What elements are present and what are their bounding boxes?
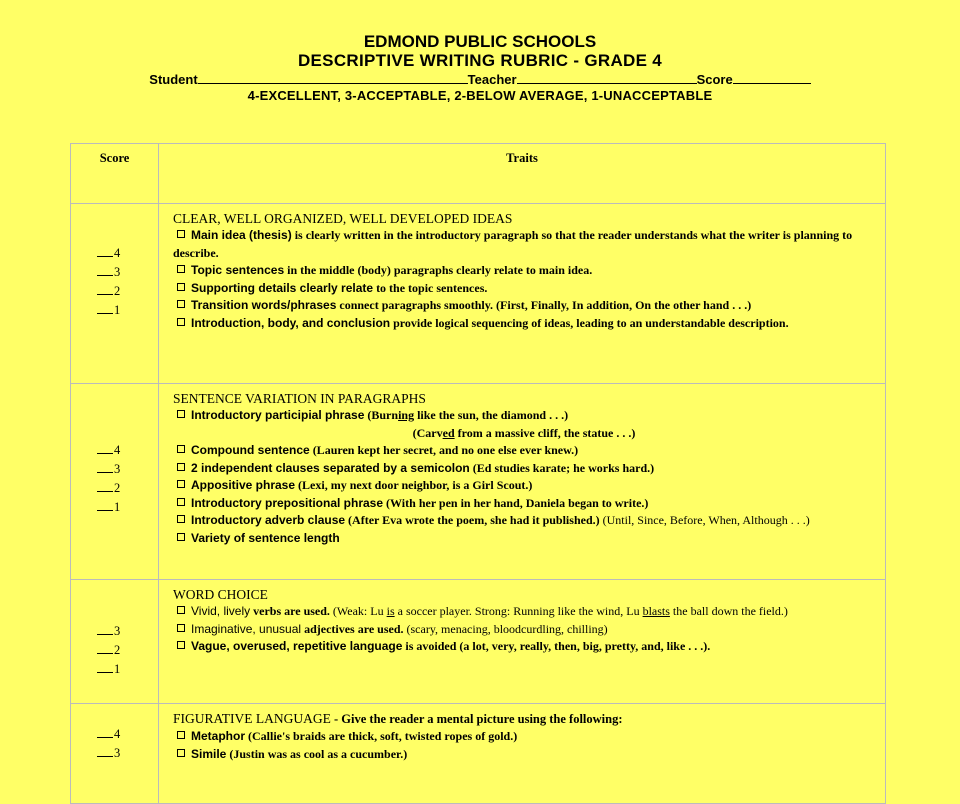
student-label: Student xyxy=(149,72,198,87)
ideas-traits-cell xyxy=(159,204,886,384)
checkbox-icon xyxy=(177,624,185,632)
sentences-traits-cell xyxy=(159,384,886,580)
checkbox-icon xyxy=(177,606,185,614)
score-option[interactable]: 3 xyxy=(97,263,158,282)
student-field[interactable] xyxy=(198,72,468,84)
list-item: Variety of sentence length xyxy=(173,530,875,548)
list-item: (Carved from a massive cliff, the statue . . .) xyxy=(412,425,636,440)
list-item: Supporting details clearly relate to the topic sentences. xyxy=(173,280,875,298)
rubric-title: DESCRIPTIVE WRITING RUBRIC - GRADE 4 xyxy=(297,51,663,70)
checkbox-icon xyxy=(177,731,185,739)
figurative-row xyxy=(71,704,886,804)
ideas-title: CLEAR, WELL ORGANIZED, WELL DEVELOPED IDEAS xyxy=(173,211,513,226)
score-option[interactable]: 3 xyxy=(97,744,158,763)
checkbox-icon xyxy=(177,230,185,238)
list-item: Introduction, body, and conclusion provide logical sequencing of ideas, leading to an understandable description. xyxy=(173,315,875,333)
list-item: Introductory prepositional phrase (With her pen in her hand, Daniela began to write.) xyxy=(173,495,875,513)
list-item: Introductory participial phrase (Burning like the sun, the diamond . . .) xyxy=(173,407,875,425)
word-choice-traits-cell xyxy=(159,580,886,704)
sentences-score-cell xyxy=(71,384,159,580)
word-choice-title: WORD CHOICE xyxy=(173,587,268,602)
checkbox-icon xyxy=(177,515,185,523)
list-item: Compound sentence (Lauren kept her secret, and no one else ever knew.) xyxy=(173,442,875,460)
checkbox-icon xyxy=(177,265,185,273)
teacher-field[interactable] xyxy=(517,72,697,84)
checkbox-icon xyxy=(177,318,185,326)
list-item: Topic sentences in the middle (body) paragraphs clearly relate to main idea. xyxy=(173,262,875,280)
checkbox-icon xyxy=(177,283,185,291)
score-label: Score xyxy=(696,72,733,87)
checkbox-icon xyxy=(177,463,185,471)
figurative-score-cell xyxy=(71,704,159,804)
ideas-score-cell xyxy=(71,204,159,384)
student-info-line xyxy=(0,71,960,88)
checkbox-icon xyxy=(177,641,185,649)
list-item: Appositive phrase (Lexi, my next door neighbor, is a Girl Scout.) xyxy=(173,477,875,495)
score-option[interactable]: 1 xyxy=(97,301,158,320)
word-choice-score-cell xyxy=(71,580,159,704)
rubric-table xyxy=(70,143,886,804)
ideas-row xyxy=(71,204,886,384)
school-title: EDMOND PUBLIC SCHOOLS xyxy=(363,32,597,51)
list-item: Vague, overused, repetitive language is avoided (a lot, very, really, then, big, pretty, and, like . . .). xyxy=(173,638,875,656)
score-option[interactable]: 4 xyxy=(97,441,158,460)
score-option[interactable]: 3 xyxy=(97,622,158,641)
list-item: Vivid, lively verbs are used. (Weak: Lu is a soccer player. Strong: Running like the wind, Lu blasts the ball down the field.) xyxy=(173,603,875,621)
score-option[interactable]: 4 xyxy=(97,244,158,263)
list-item: Imaginative, unusual adjectives are used. (scary, menacing, bloodcurdling, chilling) xyxy=(173,621,875,639)
checkbox-icon xyxy=(177,300,185,308)
checkbox-icon xyxy=(177,533,185,541)
list-item: 2 independent clauses separated by a semicolon (Ed studies karate; he works hard.) xyxy=(173,460,875,478)
score-option[interactable]: 2 xyxy=(97,479,158,498)
traits-column-header: Traits xyxy=(159,144,886,204)
list-item: Metaphor (Callie's braids are thick, soft, twisted ropes of gold.) xyxy=(173,728,875,746)
sentences-title: SENTENCE VARIATION IN PARAGRAPHS xyxy=(173,391,426,406)
score-option[interactable]: 4 xyxy=(97,725,158,744)
list-item: Simile (Justin was as cool as a cucumber.) xyxy=(173,746,875,764)
table-header-row xyxy=(71,144,886,204)
sentences-row xyxy=(71,384,886,580)
list-item: Transition words/phrases connect paragraphs smoothly. (First, Finally, In addition, On the other hand . . .) xyxy=(173,297,875,315)
score-option[interactable]: 1 xyxy=(97,660,158,679)
score-column-header: Score xyxy=(71,144,159,204)
scale-legend: 4-EXCELLENT, 3-ACCEPTABLE, 2-BELOW AVERAGE, 1-UNACCEPTABLE xyxy=(247,88,713,103)
score-option[interactable]: 3 xyxy=(97,460,158,479)
list-item: Main idea (thesis) is clearly written in the introductory paragraph so that the reader understands what the writer is planning to describe. xyxy=(173,228,853,260)
list-item: Introductory adverb clause (After Eva wrote the poem, she had it published.) (Until, Since, Before, When, Although . . .) xyxy=(173,512,875,530)
word-choice-row xyxy=(71,580,886,704)
checkbox-icon xyxy=(177,749,185,757)
figurative-title: FIGURATIVE LANGUAGE - Give the reader a mental picture using the following: xyxy=(173,711,623,726)
teacher-label: Teacher xyxy=(467,72,517,87)
checkbox-icon xyxy=(177,498,185,506)
score-option[interactable]: 2 xyxy=(97,282,158,301)
score-option[interactable]: 2 xyxy=(97,641,158,660)
checkbox-icon xyxy=(177,480,185,488)
score-option[interactable]: 1 xyxy=(97,498,158,517)
checkbox-icon xyxy=(177,410,185,418)
checkbox-icon xyxy=(177,445,185,453)
score-field[interactable] xyxy=(733,72,811,84)
figurative-traits-cell xyxy=(159,704,886,804)
